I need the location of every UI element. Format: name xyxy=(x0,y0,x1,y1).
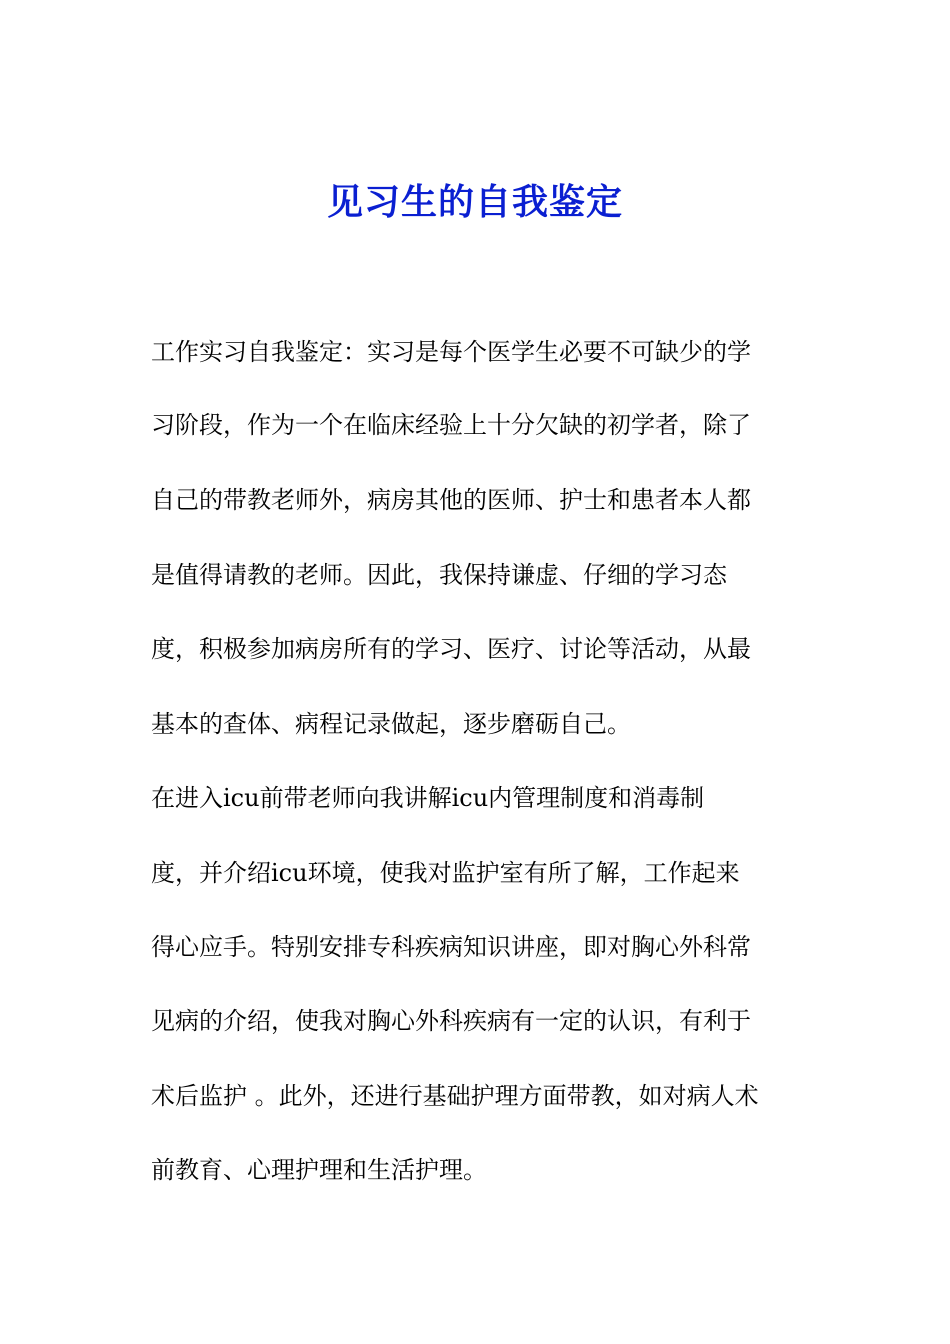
paragraph-line: 术后监护 。此外，还进行基础护理方面带教，如对病人术 xyxy=(151,1082,759,1110)
paragraph-line: 前教育、心理护理和生活护理。 xyxy=(151,1156,487,1184)
paragraph-line: 度，积极参加病房所有的学习、医疗、讨论等活动，从最 xyxy=(151,635,751,663)
document-title: 见习生的自我鉴定 xyxy=(326,181,623,223)
paragraph-line: 在进入icu前带老师向我讲解icu内管理制度和消毒制 xyxy=(151,784,705,812)
paragraph-line: 是值得请教的老师。因此，我保持谦虚、仔细的学习态 xyxy=(151,561,727,589)
paragraph-line: 习阶段，作为一个在临床经验上十分欠缺的初学者，除了 xyxy=(151,411,751,439)
paragraph-line: 见病的介绍，使我对胸心外科疾病有一定的认识，有利于 xyxy=(151,1007,751,1035)
paragraph-line: 基本的查体、病程记录做起，逐步磨砺自己。 xyxy=(151,710,631,738)
paragraph-line: 度，并介绍icu环境，使我对监护室有所了解，工作起来 xyxy=(151,859,740,887)
paragraph-line: 得心应手。特别安排专科疾病知识讲座，即对胸心外科常 xyxy=(151,933,751,961)
paragraph-line: 工作实习自我鉴定：实习是每个医学生必要不可缺少的学 xyxy=(151,338,751,366)
paragraph-line: 自己的带教老师外，病房其他的医师、护士和患者本人都 xyxy=(151,486,751,514)
